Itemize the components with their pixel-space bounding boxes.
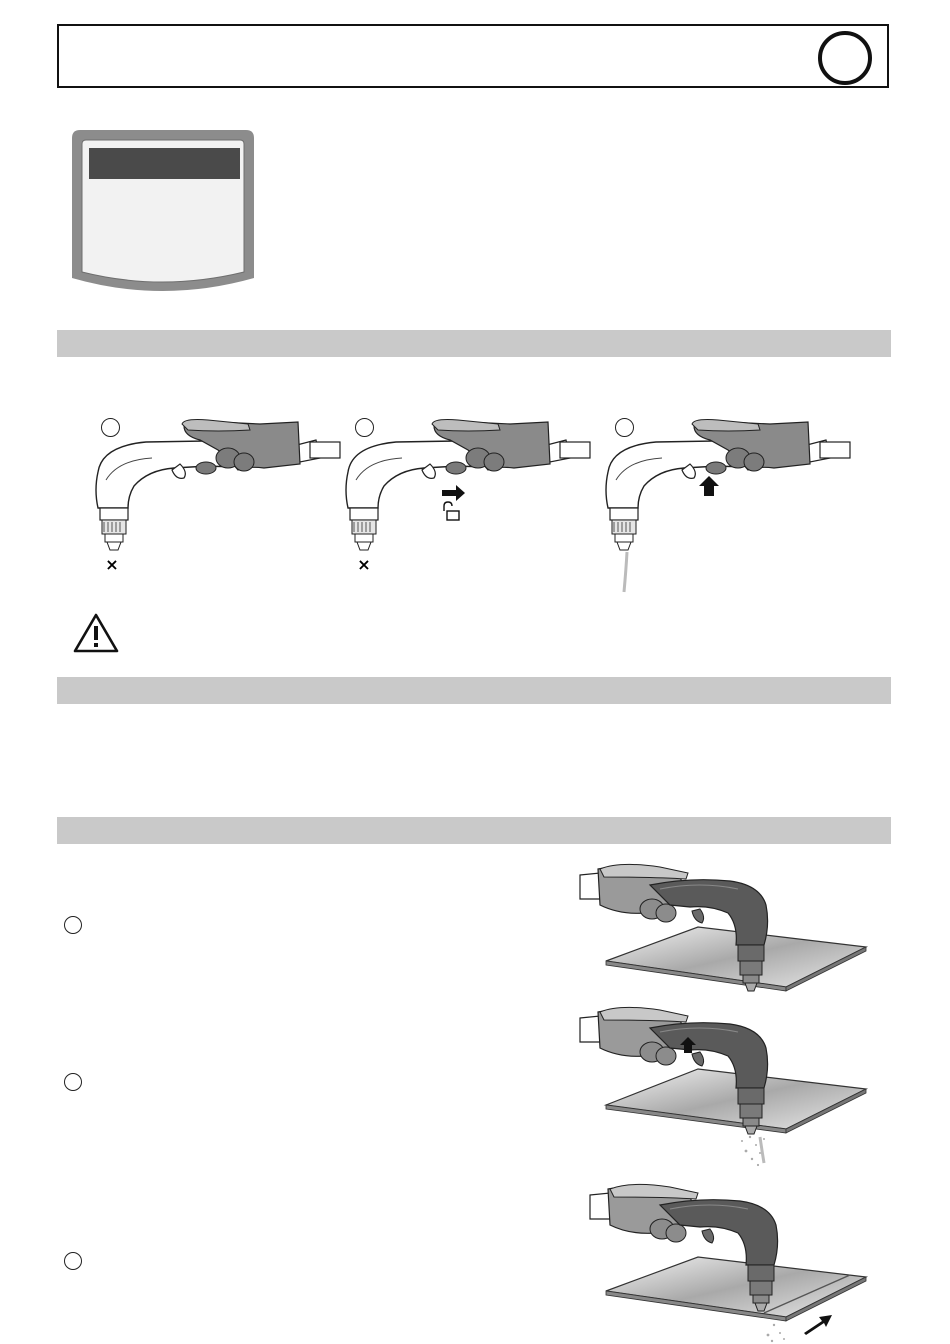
section-band-1 xyxy=(57,330,891,357)
cutting-step-2-number xyxy=(64,1073,82,1091)
arrow-up-icon xyxy=(699,476,719,496)
trigger-step-3-number xyxy=(615,418,634,437)
section-band-2 xyxy=(57,677,891,704)
step-1-tip-mark: × xyxy=(105,555,119,574)
arrow-diagonal-icon xyxy=(804,1315,832,1335)
warning-triangle-icon xyxy=(72,612,120,654)
header-title-box xyxy=(57,24,889,88)
step-2-tip-mark: × xyxy=(357,555,371,574)
screen-panel xyxy=(70,126,256,300)
torch-cutting-illustrations xyxy=(560,855,890,1344)
padlock-open-icon xyxy=(444,502,459,520)
language-badge xyxy=(818,31,872,85)
torch-trigger-illustrations xyxy=(0,400,950,600)
arrow-right-icon xyxy=(442,485,465,501)
cutting-step-1-number xyxy=(64,916,82,934)
trigger-step-1-number xyxy=(101,418,120,437)
cutting-step-3-number xyxy=(64,1252,82,1270)
trigger-step-2-number xyxy=(355,418,374,437)
section-band-3 xyxy=(57,817,891,844)
